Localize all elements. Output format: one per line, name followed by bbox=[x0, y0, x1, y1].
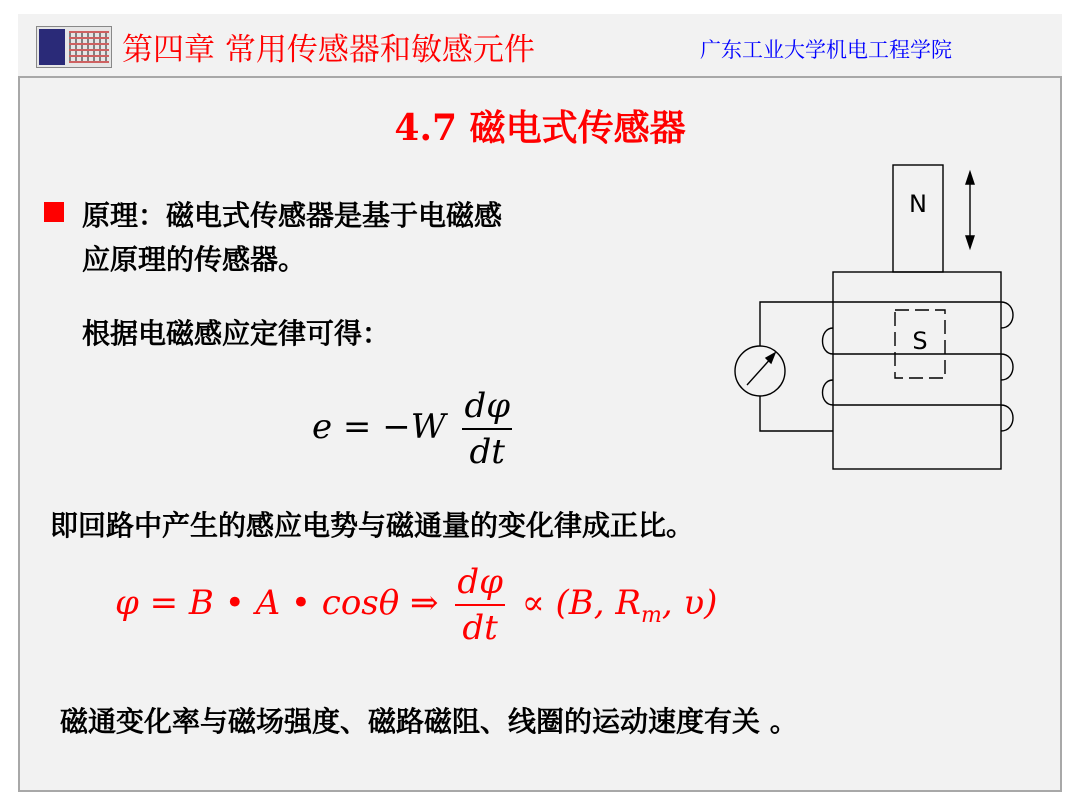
flux-numerator: dφ bbox=[455, 562, 505, 606]
principle-line-2: 应原理的传感器。 bbox=[82, 243, 307, 276]
equation-denominator: dt bbox=[469, 432, 505, 472]
flux-lhs: φ = B • A • cosθ ⇒ bbox=[115, 583, 439, 623]
equation-numerator: dφ bbox=[462, 386, 512, 430]
chapter-title: 第四章 常用传感器和敏感元件 bbox=[122, 32, 535, 68]
flux-rhs-open: ∝ (B, R bbox=[521, 583, 642, 623]
equation-lhs: e = −W bbox=[312, 407, 446, 447]
magnet-n-block bbox=[893, 165, 943, 272]
sensor-diagram bbox=[725, 160, 1025, 475]
oscilloscope-logo-icon bbox=[36, 26, 112, 68]
flux-denominator: dt bbox=[462, 608, 498, 648]
section-title: 4.7 磁电式传感器 bbox=[394, 107, 686, 149]
conclusion-1: 即回路中产生的感应电势与磁通量的变化律成正比。 bbox=[50, 509, 695, 542]
school-name: 广东工业大学机电工程学院 bbox=[700, 38, 952, 62]
flux-fraction bbox=[455, 562, 505, 648]
law-intro: 根据电磁感应定律可得： bbox=[82, 317, 391, 350]
flux-rhs-close: , υ) bbox=[661, 583, 718, 623]
flux-rhs-sub: m bbox=[641, 602, 662, 628]
flux-equation bbox=[115, 562, 717, 648]
conclusion-2: 磁通变化率与磁场强度、磁路磁阻、线圈的运动速度有关 。 bbox=[60, 705, 798, 738]
principle-line-1: 原理：磁电式传感器是基于电磁感 bbox=[82, 199, 503, 232]
bullet-square-icon bbox=[44, 202, 64, 222]
equation-fraction bbox=[462, 386, 512, 472]
induction-equation bbox=[312, 386, 518, 472]
magnet-s-label: S bbox=[912, 327, 928, 355]
magnet-n-label: N bbox=[909, 190, 927, 218]
